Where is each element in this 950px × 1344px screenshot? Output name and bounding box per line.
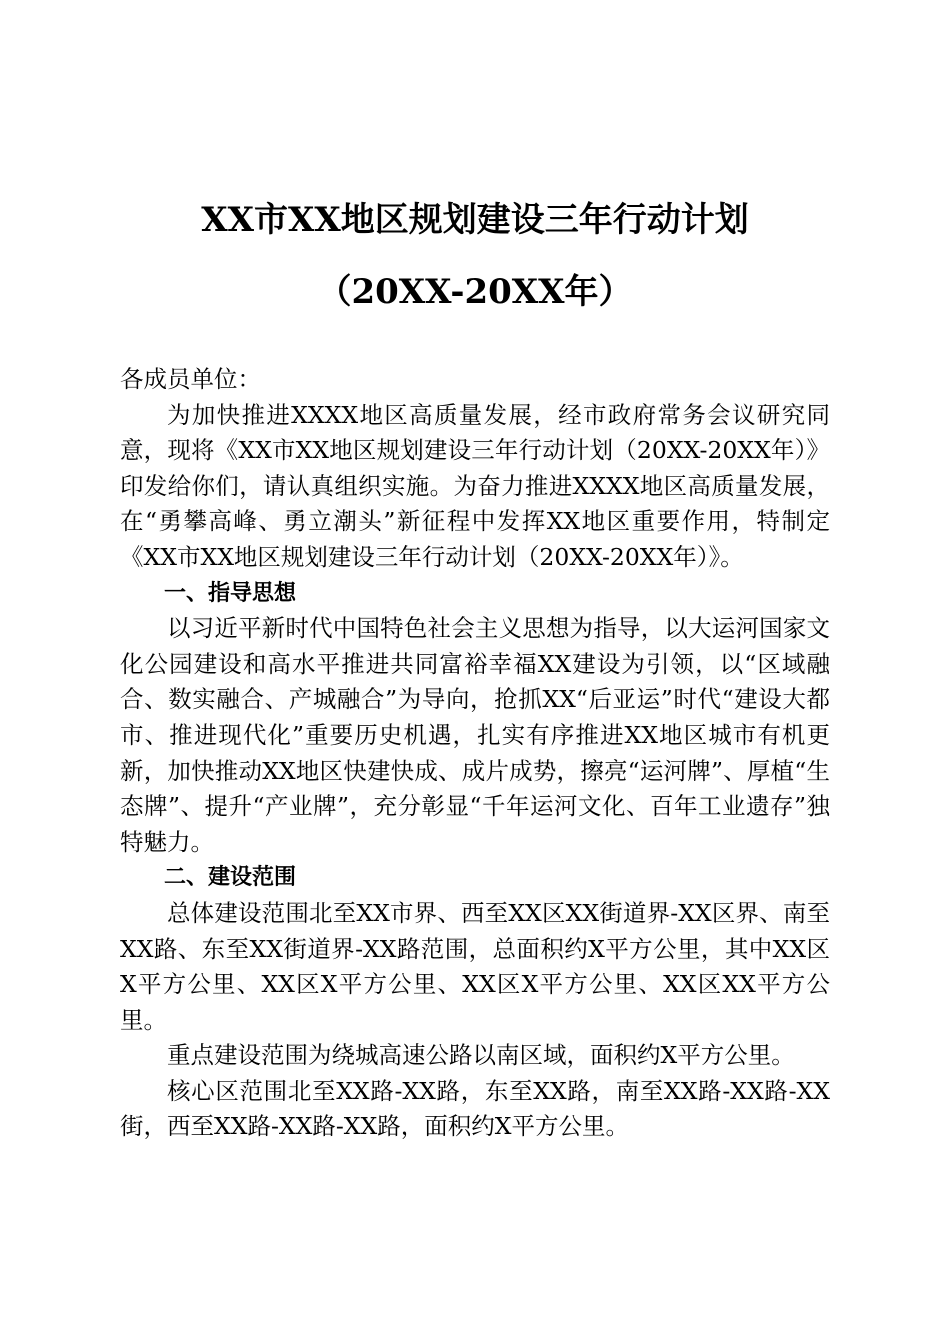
section-heading-construction-scope: 二、建设范围: [164, 865, 297, 891]
section-heading-guiding-ideology: 一、指导思想: [164, 580, 297, 606]
intro-paragraph: 为加快推进XXXX地区高质量发展，经市政府常务会议研究同意，现将《XX市XX地区规划建设三年行动计划（20XX-20XX年）》印发给你们，请认真组织实施。为奋力推进XXXX地区高质量发展，在“勇攀高峰、勇立潮头”新征程中发挥XX地区重要作用，特制定《XX市XX地区规划建设三年行动计划（20XX-20XX年）》。: [120, 400, 830, 571]
salutation: 各成员单位：: [120, 365, 261, 393]
document-subtitle-years: （20XX-20XX年）: [317, 272, 633, 312]
document-title: XX市XX地区规划建设三年行动计划: [201, 200, 749, 240]
paragraph-guiding-ideology: 以习近平新时代中国特色社会主义思想为指导，以大运河国家文化公园建设和高水平推进共同富裕幸福XX建设为引领，以“区域融合、数实融合、产城融合”为导向，抢抓XX“后亚运”时代“建设大都市、推进现代化”重要历史机遇，扎实有序推进XX地区城市有机更新，加快推动XX地区快建快成、成片成势，擦亮“运河牌”、厚植“生态牌”、提升“产业牌”，充分彰显“千年运河文化、百年工业遗存”独特魅力。: [120, 614, 830, 856]
document-body: [120, 362, 830, 1145]
paragraph-overall-scope: 总体建设范围北至XX市界、西至XX区XX街道界-XX区界、南至XX路、东至XX街道界-XX路范围，总面积约X平方公里，其中XX区X平方公里、XX区X平方公里、XX区X平方公里、XX区XX平方公里。: [120, 898, 830, 1034]
paragraph-key-scope: 重点建设范围为绕城高速公路以南区域，面积约X平方公里。: [167, 1041, 795, 1070]
paragraph-core-area: 核心区范围北至XX路-XX路，东至XX路，南至XX路-XX路-XX街，西至XX路-XX路-XX路，面积约X平方公里。: [120, 1076, 830, 1141]
